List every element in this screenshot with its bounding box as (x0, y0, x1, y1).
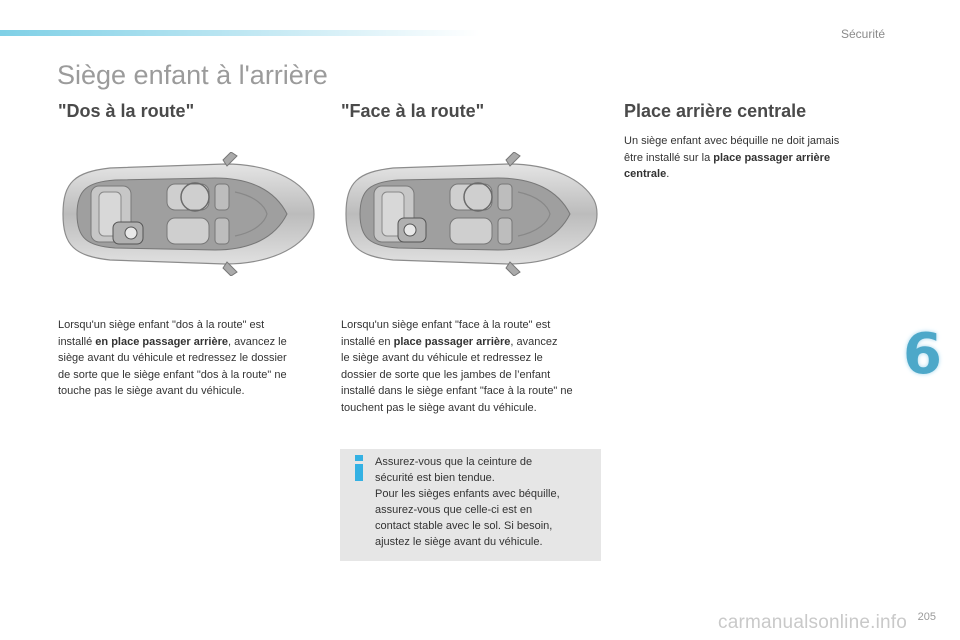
rear-center-emphasis-1: place passager arrière (713, 151, 831, 164)
rear-center-emphasis-2: centrale (624, 168, 667, 180)
forward-facing-line-5: installé dans le siège enfant "face à la route" ne (341, 385, 573, 397)
info-box (340, 449, 601, 561)
rear-center-instructions (624, 133, 884, 183)
info-text (375, 454, 590, 550)
rear-facing-line-5: touche pas le siège avant du véhicule. (58, 385, 245, 397)
heading-rear-facing: "Dos à la route" (58, 101, 195, 121)
forward-facing-line-1: Lorsqu'un siège enfant "face à la route" est (341, 319, 551, 331)
chapter-number: 6 (903, 322, 942, 387)
rear-facing-line-2a: installé (58, 335, 96, 348)
section-label: Sécurité (840, 27, 885, 41)
rear-center-line-1: Un siège enfant avec béquille ne doit jamais (624, 135, 840, 147)
car-rear-facing-illustration (55, 152, 317, 276)
heading-rear-center: Place arrière centrale (624, 101, 807, 121)
forward-facing-line-6: touchent pas le siège avant du véhicule. (341, 401, 537, 414)
info-line-6: ajustez le siège avant du véhicule. (375, 536, 543, 548)
info-line-5: contact stable avec le sol. Si besoin, (375, 520, 553, 532)
rear-facing-instructions (58, 317, 323, 400)
rear-facing-emphasis: en place passager arrière (95, 335, 228, 348)
rear-facing-line-2c: , avancez le (228, 335, 287, 348)
info-icon (352, 455, 366, 481)
header-accent-bar (0, 30, 480, 36)
page-title: Siège enfant à l'arrière (57, 60, 328, 90)
rear-facing-line-4: de sorte que le siège enfant "dos à la route" ne (58, 368, 287, 381)
info-line-4: assurez-vous que celle-ci est en (375, 504, 533, 516)
forward-facing-emphasis: place passager arrière (393, 335, 511, 348)
forward-facing-line-2a: installé en (341, 335, 394, 348)
page-number: 205 (917, 611, 936, 623)
rear-facing-line-1: Lorsqu'un siège enfant "dos à la route" est (58, 319, 265, 331)
forward-facing-instructions (341, 317, 606, 416)
info-line-2: sécurité est bien tendue. (375, 472, 495, 484)
rear-facing-line-3: siège avant du véhicule et redressez le dossier (58, 352, 287, 364)
car-forward-facing-illustration (338, 152, 600, 276)
forward-facing-line-3: le siège avant du véhicule et redressez le (341, 352, 543, 364)
watermark: carmanualsonline.info (718, 612, 908, 633)
heading-forward-facing: "Face à la route" (341, 101, 485, 121)
forward-facing-line-4: dossier de sorte que les jambes de l’enfant (341, 368, 551, 381)
rear-center-line-3c: . (666, 168, 670, 180)
forward-facing-line-2c: , avancez (510, 335, 558, 348)
info-line-1: Assurez-vous que la ceinture de (375, 456, 533, 468)
rear-center-line-2a: être installé sur la (624, 151, 714, 164)
info-line-3: Pour les sièges enfants avec béquille, (375, 488, 560, 500)
